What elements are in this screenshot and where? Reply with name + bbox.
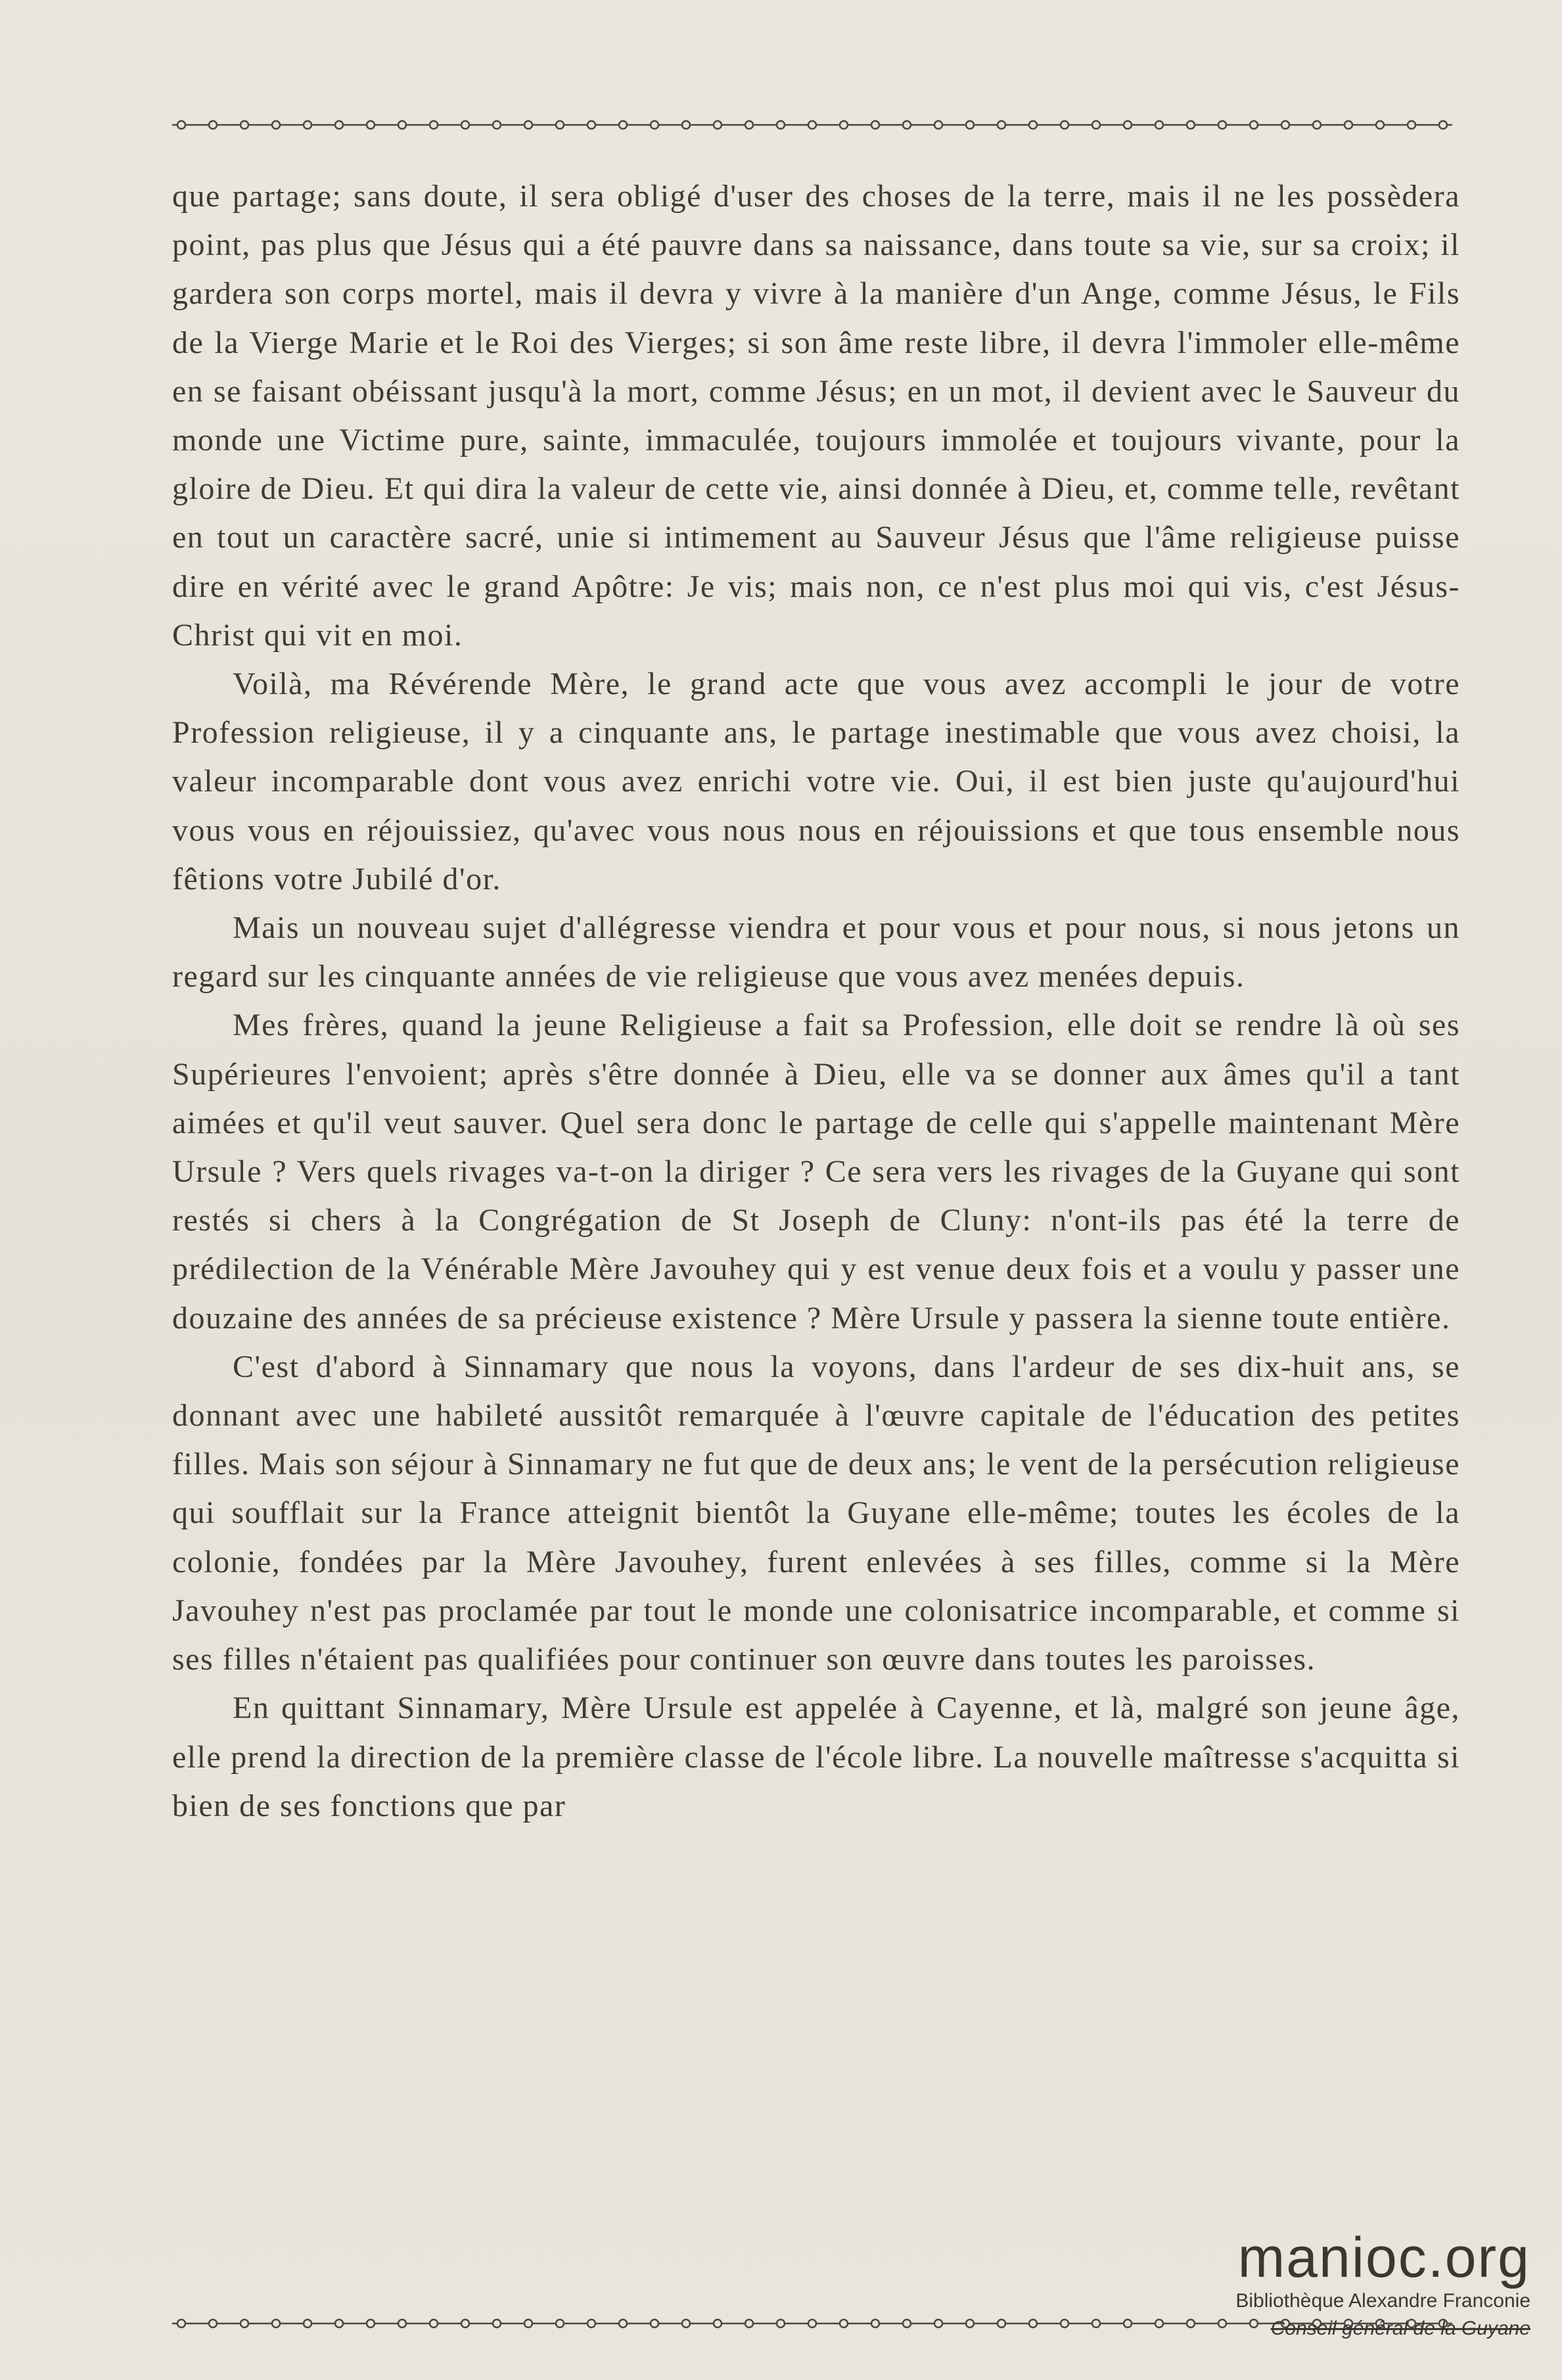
ornament-circle bbox=[682, 2320, 690, 2327]
ornament-circle bbox=[177, 121, 185, 129]
ornament-circle bbox=[272, 121, 280, 129]
ornament-circle bbox=[1281, 121, 1289, 129]
ornament-circle bbox=[651, 2320, 658, 2327]
ornament-circle bbox=[966, 121, 974, 129]
ornament-circle bbox=[1061, 121, 1068, 129]
ornament-circle bbox=[1061, 2320, 1068, 2327]
ornament-circle bbox=[335, 2320, 343, 2327]
ornament-circle bbox=[1439, 121, 1447, 129]
ornament-circle bbox=[177, 2320, 185, 2327]
ornament-circle bbox=[304, 121, 311, 129]
ornament-circle bbox=[367, 2320, 375, 2327]
ornament-circle bbox=[966, 2320, 974, 2327]
ornament-circle bbox=[430, 2320, 438, 2327]
watermark-library: Bibliothèque Alexandre Franconie bbox=[1235, 2290, 1530, 2312]
ornament-circle bbox=[1029, 2320, 1037, 2327]
ornament-circle bbox=[1187, 121, 1195, 129]
ornament-svg bbox=[172, 115, 1452, 135]
ornament-circle bbox=[714, 2320, 722, 2327]
ornament-circle bbox=[777, 121, 785, 129]
ornament-circle bbox=[745, 121, 753, 129]
ornament-circle bbox=[461, 121, 469, 129]
ornament-circle bbox=[1344, 121, 1352, 129]
ornament-circle bbox=[1155, 2320, 1163, 2327]
ornament-circle bbox=[651, 121, 658, 129]
ornament-circle bbox=[1313, 121, 1321, 129]
paragraph-3: Mais un nouveau sujet d'allégresse viendra et pour vous et pour nous, si nous jetons un regard sur les cinquante années de vie religieuse que vous avez menées depuis. bbox=[172, 910, 1460, 994]
ornament-circle bbox=[808, 121, 816, 129]
ornament-circle bbox=[430, 121, 438, 129]
ornament-circle bbox=[840, 121, 848, 129]
ornament-circle bbox=[524, 121, 532, 129]
ornament-circle bbox=[524, 2320, 532, 2327]
ornament-circle bbox=[903, 2320, 911, 2327]
ornament-circle bbox=[934, 2320, 942, 2327]
top-ornamental-border bbox=[172, 115, 1452, 135]
ornament-circle bbox=[587, 2320, 595, 2327]
ornament-circle bbox=[840, 2320, 848, 2327]
ornament-circle bbox=[682, 121, 690, 129]
ornament-circle bbox=[1408, 121, 1415, 129]
ornament-circle bbox=[241, 121, 248, 129]
ornament-circle bbox=[808, 2320, 816, 2327]
ornament-circle bbox=[998, 121, 1005, 129]
ornament-circle bbox=[272, 2320, 280, 2327]
ornament-circle bbox=[1155, 121, 1163, 129]
ornament-circle bbox=[871, 121, 879, 129]
ornament-circle bbox=[714, 121, 722, 129]
ornament-circle bbox=[209, 121, 217, 129]
paragraph-6: En quittant Sinnamary, Mère Ursule est appelée à Cayenne, et là, malgré son jeune âge, elle prend la direction de la première classe de l'école libre. La nouvelle maîtresse s'acquitta si bien de ses fonctions que par bbox=[172, 1691, 1460, 1823]
ornament-circle bbox=[903, 121, 911, 129]
ornament-circle bbox=[619, 121, 627, 129]
watermark-logo: manioc.org bbox=[1237, 2226, 1530, 2289]
ornament-circle bbox=[493, 2320, 501, 2327]
ornament-circle bbox=[241, 2320, 248, 2327]
ornament-circle bbox=[1218, 121, 1226, 129]
ornament-circle bbox=[304, 2320, 311, 2327]
paragraph-1: que partage; sans doute, il sera obligé d'user des choses de la terre, mais il ne les possèdera point, pas plus que Jésus qui a été pauvre dans sa naissance, dans toute sa vie, sur sa croix; il gardera son corps mortel, mais il devra y vivre à la manière d'un Ange, comme Jésus, le Fils de la Vierge Marie et le Roi des Vierges; si son âme reste libre, il devra l'immoler elle-même en se faisant obéissant jusqu'à la mort, comme Jésus; en un mot, il devient avec le Sauveur du monde une Victime pure, sainte, immaculée, toujours immolée et toujours vivante, pour la gloire de Dieu. Et qui dira la valeur de cette vie, ainsi donnée à Dieu, et, comme telle, revêtant en tout un caractère sacré, unie si intimement au Sauveur Jésus que l'âme religieuse puisse dire en vérité avec le grand Apôtre: Je vis; mais non, ce n'est plus moi qui vis, c'est Jésus-Christ qui vit en moi. bbox=[172, 179, 1460, 653]
document-body bbox=[172, 172, 1460, 1831]
ornament-circle bbox=[335, 121, 343, 129]
paragraph-4: Mes frères, quand la jeune Religieuse a fait sa Profession, elle doit se rendre là où ses Supérieures l'envoient; après s'être donnée à Dieu, elle va se donner aux âmes qu'il a tant aimées et qu'il veut sauver. Quel sera donc le partage de celle qui s'appelle maintenant Mère Ursule ? Vers quels rivages va-t-on la diriger ? Ce sera vers les rivages de la Guyane qui sont restés si chers à la Congrégation de St Joseph de Cluny: n'ont-ils pas été la terre de prédilection de la Vénérable Mère Javouhey qui y est venue deux fois et a voulu y passer une douzaine des années de sa précieuse existence ? Mère Ursule y passera la sienne toute entière. bbox=[172, 1008, 1460, 1336]
ornament-circle bbox=[1092, 2320, 1100, 2327]
paragraph-5: C'est d'abord à Sinnamary que nous la voyons, dans l'ardeur de ses dix-huit ans, se donnant avec une habileté aussitôt remarquée à l'œuvre capitale de l'éducation des petites filles. Mais son séjour à Sinnamary ne fut que de deux ans; le vent de la persécution religieuse qui soufflait sur la France atteignit bientôt la Guyane elle-même; toutes les écoles de la colonie, fondées par la Mère Javouhey, furent enlevées à ses filles, comme si la Mère Javouhey n'est pas proclamée par tout le monde une colonisatrice incomparable, et comme si ses filles n'étaient pas qualifiées pour continuer son œuvre dans toutes les paroisses. bbox=[172, 1349, 1460, 1677]
ornament-circle bbox=[745, 2320, 753, 2327]
ornament-circle bbox=[998, 2320, 1005, 2327]
ornament-circle bbox=[1124, 121, 1132, 129]
ornament-circle bbox=[587, 121, 595, 129]
ornament-circle bbox=[1376, 121, 1384, 129]
ornament-circle bbox=[209, 2320, 217, 2327]
ornament-circle bbox=[461, 2320, 469, 2327]
watermark-council: Conseil général de la Guyane bbox=[1270, 2318, 1530, 2339]
ornament-circle bbox=[1029, 121, 1037, 129]
ornament-circle bbox=[1250, 121, 1258, 129]
ornament-circle bbox=[934, 121, 942, 129]
ornament-circle bbox=[556, 2320, 564, 2327]
watermark bbox=[1189, 2228, 1530, 2343]
paragraph-2: Voilà, ma Révérende Mère, le grand acte que vous avez accompli le jour de votre Profession religieuse, il y a cinquante ans, le partage inestimable que vous avez choisi, la valeur incomparable dont vous avez enrichi votre vie. Oui, il est bien juste qu'aujourd'hui vous vous en réjouissiez, qu'avec vous nous nous en réjouissions et que tous ensemble nous fêtions votre Jubilé d'or. bbox=[172, 666, 1460, 897]
ornament-circle bbox=[777, 2320, 785, 2327]
ornament-circle bbox=[556, 121, 564, 129]
ornament-circle bbox=[1124, 2320, 1132, 2327]
ornament-circle bbox=[493, 121, 501, 129]
ornament-circle bbox=[619, 2320, 627, 2327]
ornament-circle bbox=[1092, 121, 1100, 129]
ornament-circle bbox=[367, 121, 375, 129]
ornament-circle bbox=[398, 2320, 406, 2327]
ornament-circle bbox=[871, 2320, 879, 2327]
ornament-circle bbox=[398, 121, 406, 129]
